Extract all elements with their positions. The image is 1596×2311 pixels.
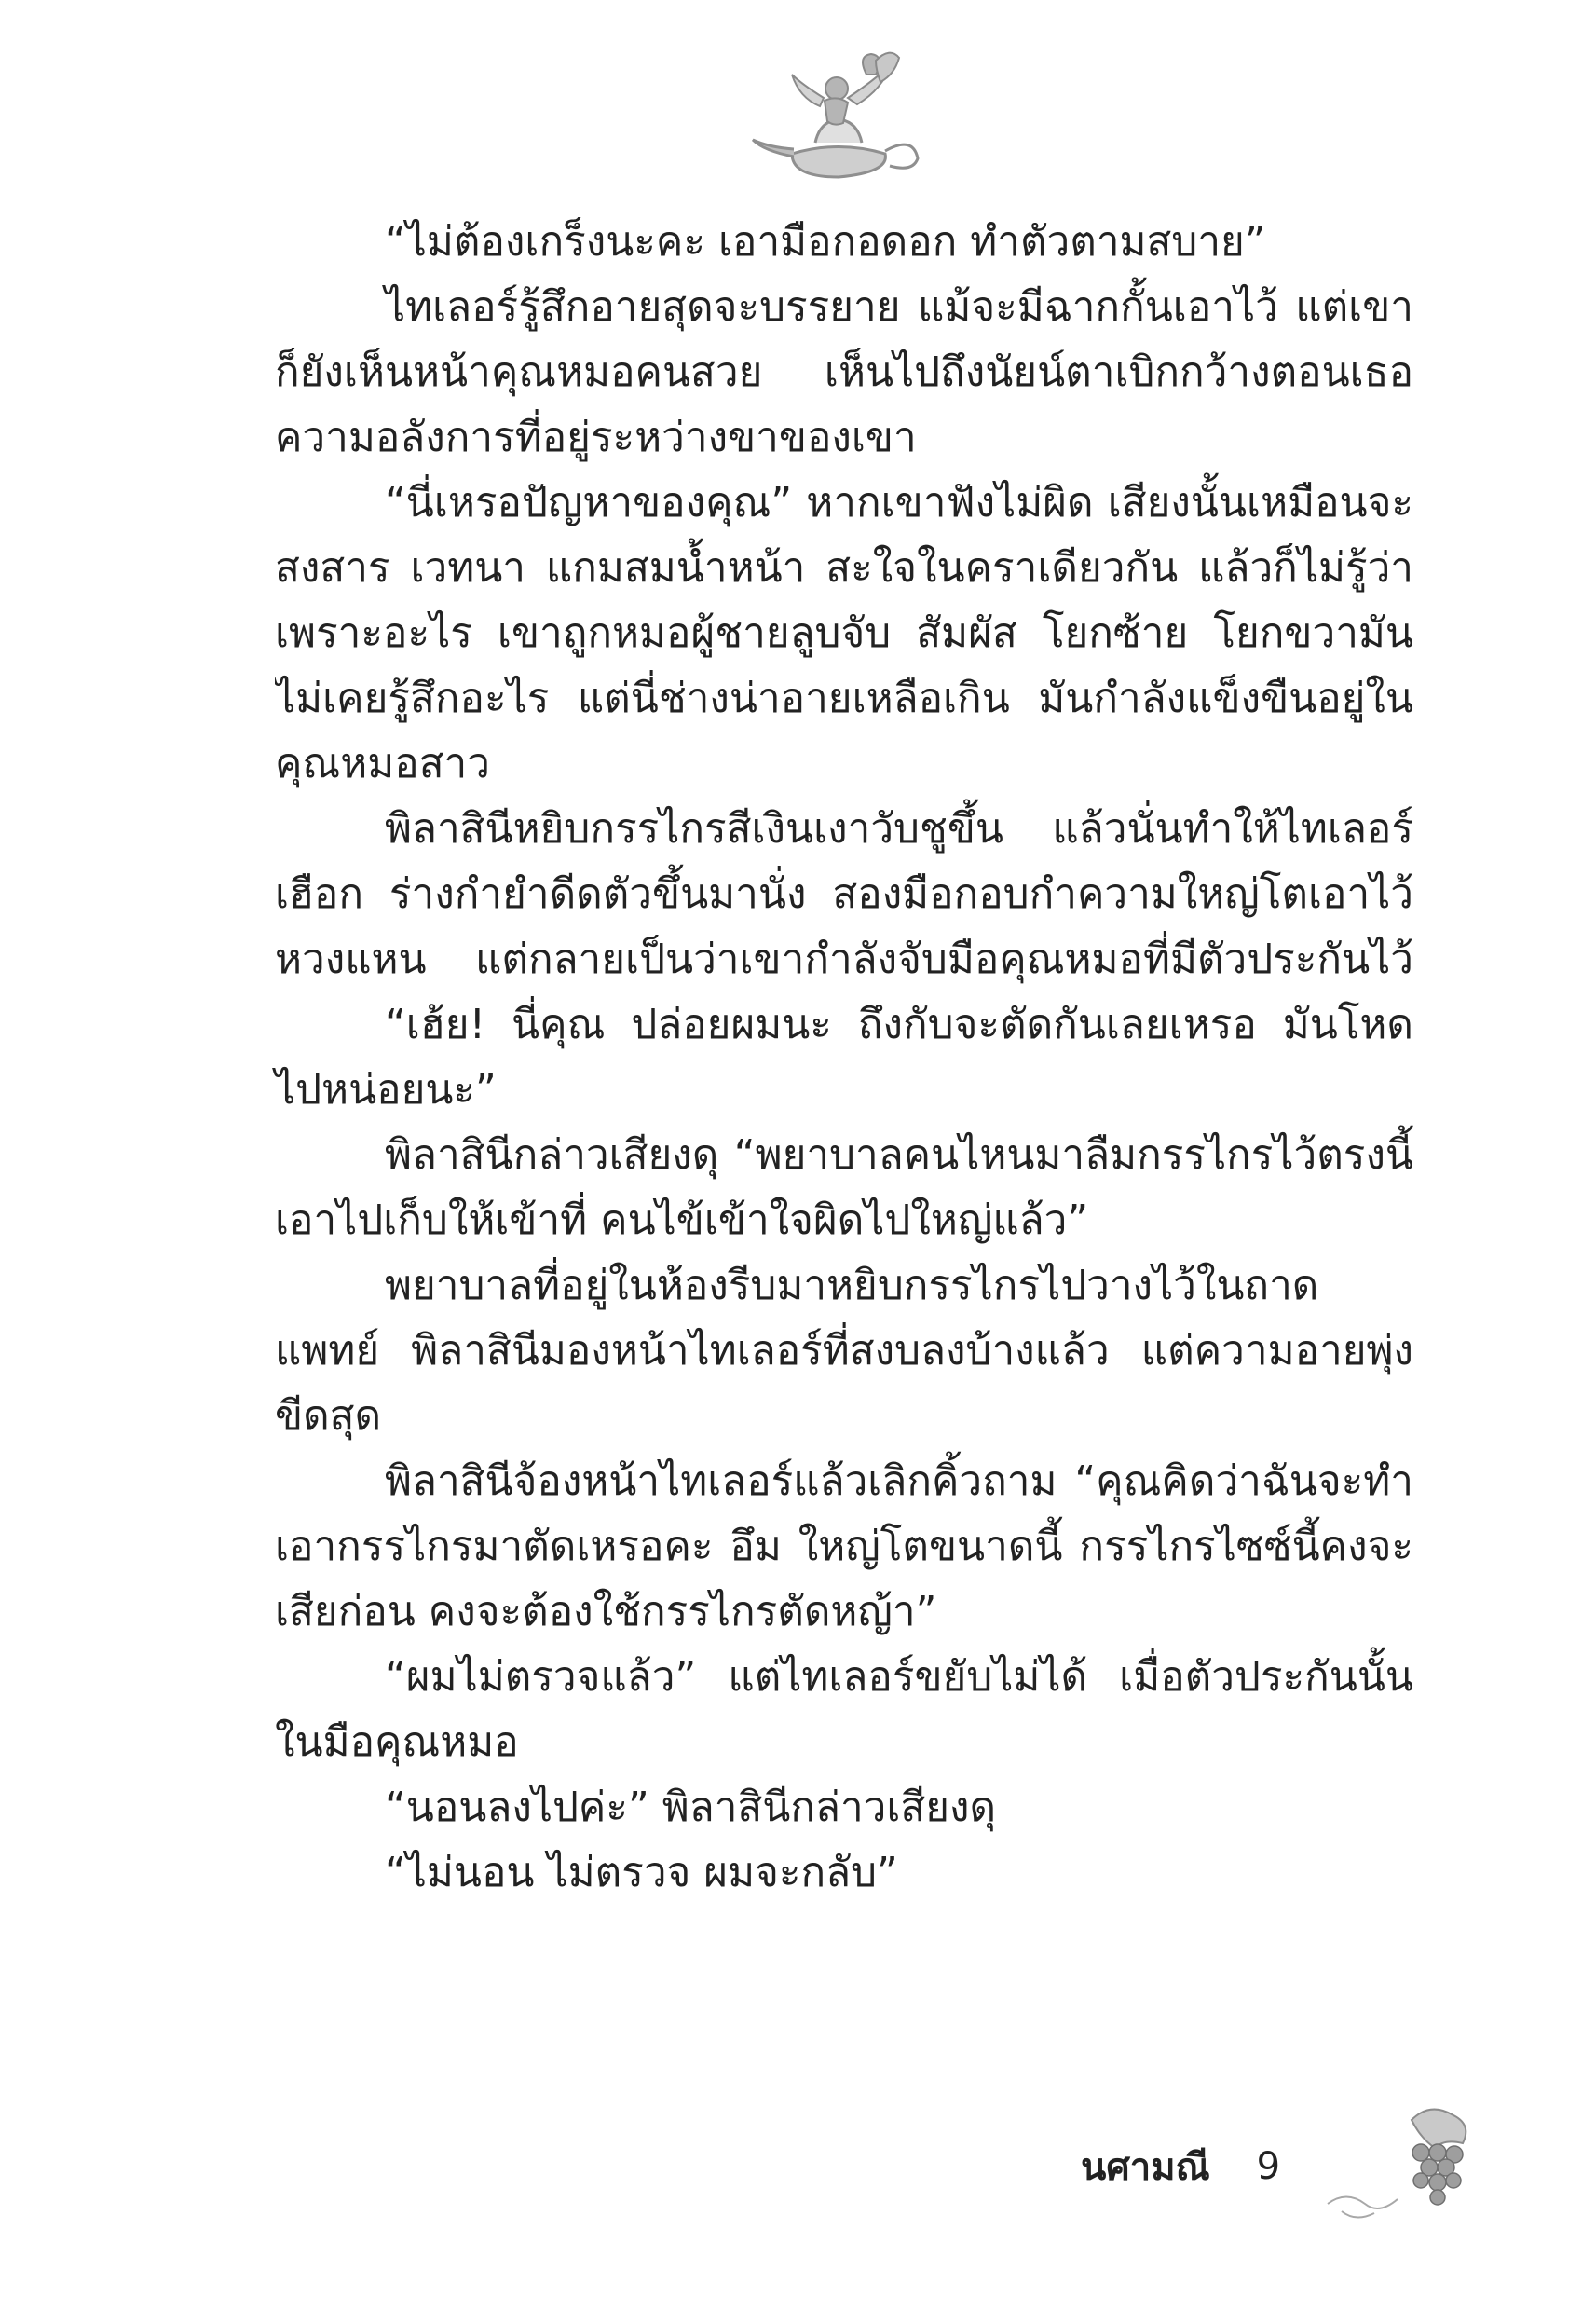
text-line: ไม่เคยรู้สึกอะไร แต่นี่ช่างน่าอายเหลือเกิน มันกำลังแข็งขืนอยู่ใน xyxy=(275,675,1413,722)
page-footer xyxy=(1081,2134,1280,2199)
text-line: เอากรรไกรมาตัดเหรอคะ อึม ใหญ่โตขนาดนี้ กรรไกรไซซ์นี้คงจะ xyxy=(275,1523,1413,1570)
cupid-teapot-ornament-icon xyxy=(727,47,950,186)
text-line: “นอนลงไปค่ะ” พิลาสินีกล่าวเสียงดุ xyxy=(385,1784,997,1831)
text-line: สงสาร เวทนา แกมสมน้ำหน้า สะใจในคราเดียวกัน แล้วก็ไม่รู้ว่า xyxy=(275,544,1413,592)
text-line: แพทย์ พิลาสินีมองหน้าไทเลอร์ที่สงบลงบ้างแล้ว แต่ความอายพุ่ง xyxy=(275,1327,1413,1374)
page-number: 9 xyxy=(1256,2145,1281,2188)
text-line: พิลาสินีกล่าวเสียงดุ “พยาบาลคนไหนมาลืมกรรไกรไว้ตรงนี้ xyxy=(385,1131,1413,1179)
book-title: นศามณี xyxy=(1081,2146,1210,2189)
text-line: “ผมไม่ตรวจแล้ว” แต่ไทเลอร์ขยับไม่ได้ เมื่อตัวประกันนั้น xyxy=(385,1653,1413,1701)
text-line: ในมือคุณหมอ xyxy=(275,1718,519,1766)
text-line: “เฮ้ย! นี่คุณ ปล่อยผมนะ ถึงกับจะตัดกันเลยเหรอ มันโหด xyxy=(385,1001,1413,1048)
text-line: หวงแหน แต่กลายเป็นว่าเขากำลังจับมือคุณหมอที่มีตัวประกันไว้ xyxy=(275,936,1413,983)
text-line: เอาไปเก็บให้เข้าที่ คนไข้เข้าใจผิดไปใหญ่แล้ว” xyxy=(275,1197,1089,1244)
text-line: คุณหมอสาว xyxy=(275,740,490,787)
text-line: ไปหน่อยนะ” xyxy=(275,1066,497,1114)
text-line: เพราะอะไร เขาถูกหมอผู้ชายลูบจับ สัมผัส โยกซ้าย โยกขวามัน xyxy=(275,609,1413,657)
text-line: ก็ยังเห็นหน้าคุณหมอคนสวย เห็นไปถึงนัยน์ตาเบิกกว้างตอนเธอ xyxy=(275,349,1413,396)
text-line: ขีดสุด xyxy=(275,1392,382,1440)
text-line: พยาบาลที่อยู่ในห้องรีบมาหยิบกรรไกรไปวางไว้ในถาด xyxy=(385,1262,1319,1309)
text-line: “ไม่นอน ไม่ตรวจ ผมจะกลับ” xyxy=(385,1849,898,1896)
text-line: พิลาสินีหยิบกรรไกรสีเงินเงาวับชูขึ้น แล้วนั่นทำให้ไทเลอร์ xyxy=(385,805,1413,853)
grape-vine-ornament-icon xyxy=(1323,2101,1481,2241)
text-line: พิลาสินีจ้องหน้าไทเลอร์แล้วเลิกคิ้วถาม “คุณคิดว่าฉันจะทำ xyxy=(385,1457,1413,1505)
text-line: “นี่เหรอปัญหาของคุณ” หากเขาฟังไม่ผิด เสียงนั้นเหมือนจะ xyxy=(385,479,1413,526)
text-line: เสียก่อน คงจะต้องใช้กรรไกรตัดหญ้า” xyxy=(275,1588,937,1635)
text-line: ความอลังการที่อยู่ระหว่างขาของเขา xyxy=(275,414,917,461)
body-text xyxy=(275,210,1413,1906)
text-line: ไทเลอร์รู้สึกอายสุดจะบรรยาย แม้จะมีฉากกั้นเอาไว้ แต่เขา xyxy=(385,283,1413,331)
text-line: “ไม่ต้องเกร็งนะคะ เอามือกอดอก ทำตัวตามสบาย” xyxy=(385,218,1266,266)
text-line: เฮือก ร่างกำยำดีดตัวขึ้นมานั่ง สองมือกอบกำความใหญ่โตเอาไว้ xyxy=(275,870,1413,918)
